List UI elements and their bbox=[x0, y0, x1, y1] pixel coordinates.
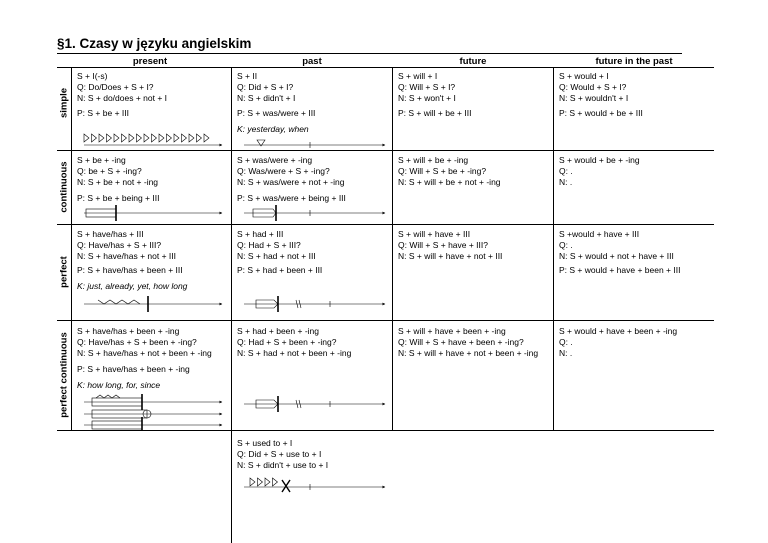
perfect-continuous-future-cell: S + will + have + been + -ing Q: Will + S + have + been + -ing? N: S + will + have + not + been + -ing bbox=[398, 326, 539, 358]
continuous-future-past-cell: S + would + be + -ing Q: . N: . bbox=[559, 155, 640, 187]
grid-line bbox=[57, 150, 714, 151]
perfect-future-past-passive: P: S + would + have + been + III bbox=[559, 265, 681, 275]
perfect-continuous-keywords: K: how long, for, since bbox=[77, 380, 161, 390]
perfect-future-cell: S + will + have + III Q: Will + S + have + III? N: S + will + have + not + III bbox=[398, 229, 503, 261]
point-marker bbox=[257, 140, 265, 146]
perfect-past-passive: P: S + had + been + III bbox=[237, 265, 323, 275]
perfect-future-past-cell: S +would + have + III Q: . N: S + would + not + have + III bbox=[559, 229, 674, 261]
simple-past-passive: P: S + was/were + III bbox=[237, 108, 316, 118]
used-to-cell: S + used to + I Q: Did + S + use to + I N: S + didn't + use to + I bbox=[237, 438, 329, 470]
repeat-marker bbox=[250, 478, 255, 486]
repeat-marker bbox=[258, 478, 263, 486]
simple-present-cell: S + I(-s) Q: Do/Does + S + I? N: S + do/does + not + I bbox=[77, 71, 168, 103]
perfect-keywords: K: just, already, yet, how long bbox=[77, 281, 188, 291]
repeat-marker bbox=[167, 134, 172, 142]
repeat-marker bbox=[182, 134, 187, 142]
row-label-perfect: perfect bbox=[58, 256, 70, 288]
grid-line bbox=[57, 430, 714, 431]
repeat-marker bbox=[197, 134, 202, 142]
grid-line bbox=[57, 67, 714, 68]
perfect-continuous-present-passive: P: S + have/has + been + -ing bbox=[77, 364, 190, 374]
simple-future-past-cell: S + would + I Q: Would + S + I? N: S + wouldn't + I bbox=[559, 71, 629, 103]
header-past: past bbox=[302, 56, 322, 67]
continuous-present-passive: P: S + be + being + III bbox=[77, 193, 160, 203]
header-future: future bbox=[459, 56, 487, 67]
header-present: present bbox=[132, 56, 168, 67]
repeat-marker bbox=[129, 134, 134, 142]
perfect-continuous-past-cell: S + had + been + -ing Q: Had + S + been + -ing? N: S + had + not + been + -ing bbox=[237, 326, 352, 358]
repeat-marker bbox=[159, 134, 164, 142]
repeat-marker bbox=[84, 134, 89, 142]
row-label-simple: simple bbox=[58, 87, 70, 119]
continuous-future-cell: S + will + be + -ing Q: Will + S + be + -ing? N: S + will + be + not + -ing bbox=[398, 155, 501, 187]
perfect-past-timeline bbox=[244, 296, 385, 312]
title-rule bbox=[57, 53, 682, 54]
repeat-marker bbox=[204, 134, 209, 142]
perfect-past-cell: S + had + III Q: Had + S + III? N: S + had + not + III bbox=[237, 229, 316, 261]
perfect-continuous-past-timeline bbox=[244, 396, 385, 412]
repeat-marker bbox=[107, 134, 112, 142]
repeat-marker bbox=[122, 134, 127, 142]
repeat-marker bbox=[144, 134, 149, 142]
simple-past-timeline bbox=[244, 140, 385, 148]
simple-future-cell: S + will + I Q: Will + S + I? N: S + won't + I bbox=[398, 71, 456, 103]
perfect-present-passive: P: S + have/has + been + III bbox=[77, 265, 183, 275]
simple-present-passive: P: S + be + III bbox=[77, 108, 129, 118]
row-label-perfect-continuous: perfect continuous bbox=[58, 332, 70, 418]
simple-present-timeline bbox=[84, 134, 222, 145]
perfect-present-cell: S + have/has + III Q: Have/has + S + III? N: S + have/has + not + III bbox=[77, 229, 176, 261]
continuous-past-cell: S + was/were + -ing Q: Was/were + S + -ing? N: S + was/were + not + -ing bbox=[237, 155, 345, 187]
grid-line bbox=[71, 67, 72, 430]
continuous-past-timeline bbox=[244, 205, 385, 221]
perfect-continuous-future-past-cell: S + would + have + been + -ing Q: . N: . bbox=[559, 326, 678, 358]
repeat-marker bbox=[92, 134, 97, 142]
repeat-marker bbox=[152, 134, 157, 142]
repeat-marker bbox=[137, 134, 142, 142]
grid-line bbox=[57, 320, 714, 321]
continuous-present-timeline bbox=[84, 205, 222, 221]
duration-box bbox=[86, 209, 116, 217]
grid-line bbox=[392, 67, 393, 430]
grid-line bbox=[57, 224, 714, 225]
grid-line bbox=[231, 67, 232, 543]
page-title: §1. Czasy w języku angielskim bbox=[57, 36, 252, 51]
repeat-marker bbox=[189, 134, 194, 142]
perfect-present-timeline bbox=[84, 296, 222, 312]
used-to-timeline bbox=[244, 478, 385, 492]
grid-line bbox=[553, 67, 554, 430]
continuous-past-passive: P: S + was/were + being + III bbox=[237, 193, 346, 203]
cross-marker bbox=[282, 480, 290, 492]
repeat-marker bbox=[114, 134, 119, 142]
simple-future-passive: P: S + will + be + III bbox=[398, 108, 472, 118]
simple-future-past-passive: P: S + would + be + III bbox=[559, 108, 643, 118]
repeat-marker bbox=[265, 478, 270, 486]
perfect-continuous-present-cell: S + have/has + been + -ing Q: Have/has + S + been + -ing? N: S + have/has + not + been + -ing bbox=[77, 326, 212, 358]
row-label-continuous: continuous bbox=[58, 161, 70, 213]
zigzag-marker bbox=[98, 300, 140, 304]
repeat-marker bbox=[99, 134, 104, 142]
repeat-marker bbox=[273, 478, 278, 486]
repeat-marker bbox=[174, 134, 179, 142]
duration-box bbox=[253, 209, 276, 217]
simple-past-cell: S + II Q: Did + S + I? N: S + didn't + I bbox=[237, 71, 296, 103]
continuous-present-cell: S + be + -ing Q: be + S + -ing? N: S + be + not + -ing bbox=[77, 155, 159, 187]
perfect-continuous-present-timeline bbox=[84, 394, 222, 430]
header-future-in-the-past: future in the past bbox=[595, 56, 673, 67]
simple-keywords: K: yesterday, when bbox=[237, 124, 309, 134]
